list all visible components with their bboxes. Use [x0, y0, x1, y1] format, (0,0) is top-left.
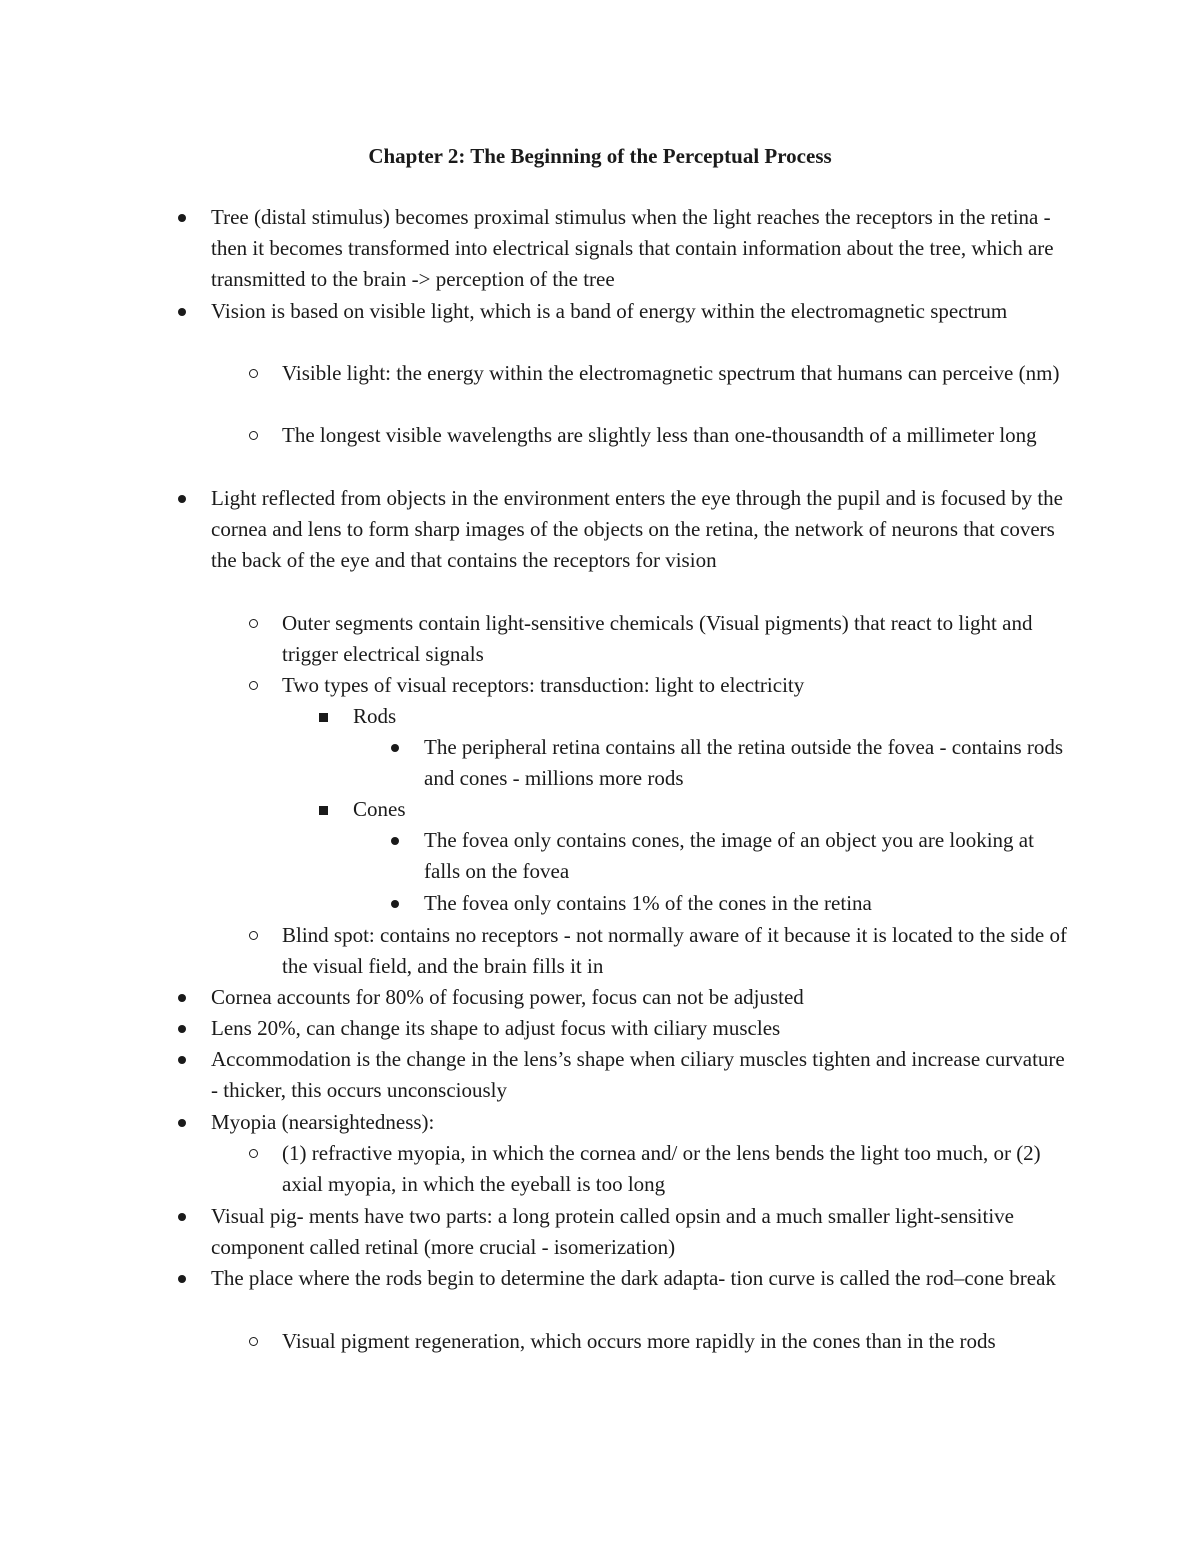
list-item: Visible light: the energy within the electromagnetic spectrum that humans can perceive (nm)	[282, 361, 1060, 385]
list-item: Two types of visual receptors: transduction: light to electricity	[282, 673, 805, 697]
list-item: Visual pig- ments have two parts: a long protein called opsin and a much smaller light-sensitive component called retinal (more crucial - isomerization)	[211, 1204, 1014, 1260]
list-item: Cones	[353, 797, 406, 821]
list-item: Accommodation is the change in the lens’s shape when ciliary muscles tighten and increase curvature - thicker, this occurs unconsciously	[211, 1047, 1065, 1103]
bullet-disc-icon	[178, 994, 186, 1002]
list-item: Light reflected from objects in the environment enters the eye through the pupil and is focused by the cornea and lens to form sharp images of the objects on the retina, the network of neurons that covers the back of the eye and that contains the receptors for vision	[211, 486, 1063, 573]
bullet-circle-icon	[249, 1149, 258, 1158]
bullet-circle-icon	[249, 931, 258, 940]
bullet-circle-icon	[249, 431, 258, 440]
bullet-circle-icon	[249, 619, 258, 628]
bullet-disc-icon	[178, 1025, 186, 1033]
list-item: Outer segments contain light-sensitive chemicals (Visual pigments) that react to light and trigger electrical signals	[282, 611, 1033, 667]
bullet-disc-icon	[178, 1275, 186, 1283]
list-item: The longest visible wavelengths are slightly less than one-thousandth of a millimeter long	[282, 423, 1037, 447]
list-item: Vision is based on visible light, which is a band of energy within the electromagnetic spectrum	[211, 299, 1008, 323]
list-item: Tree (distal stimulus) becomes proximal stimulus when the light reaches the receptors in the retina - then it becomes transformed into electrical signals that contain information about the tree, which are transmitted to the brain -> perception of the tree	[211, 205, 1054, 292]
bullet-circle-icon	[249, 1337, 258, 1346]
bullet-circle-icon	[249, 369, 258, 378]
list-item: (1) refractive myopia, in which the cornea and/ or the lens bends the light too much, or (2) axial myopia, in which the eyeball is too long	[282, 1141, 1041, 1197]
bullet-disc-icon	[178, 214, 186, 222]
list-item: The fovea only contains cones, the image of an object you are looking at falls on the fovea	[424, 828, 1034, 884]
page-title: Chapter 2: The Beginning of the Perceptual Process	[368, 144, 832, 168]
list-item: The place where the rods begin to determine the dark adapta- tion curve is called the rod–cone break	[211, 1266, 1056, 1290]
bullet-square-icon	[319, 806, 328, 815]
list-item: The fovea only contains 1% of the cones in the retina	[424, 891, 872, 915]
bullet-circle-icon	[249, 681, 258, 690]
list-item: Lens 20%, can change its shape to adjust focus with ciliary muscles	[211, 1016, 781, 1040]
bullet-disc-icon	[178, 1213, 186, 1221]
bullet-disc-icon	[178, 1119, 186, 1127]
list-item: Myopia (nearsightedness):	[211, 1110, 435, 1134]
bullet-disc-icon	[391, 744, 399, 752]
list-item: Cornea accounts for 80% of focusing power, focus can not be adjusted	[211, 985, 804, 1009]
list-item: The peripheral retina contains all the retina outside the fovea - contains rods and cones - millions more rods	[424, 735, 1064, 791]
list-item: Visual pigment regeneration, which occurs more rapidly in the cones than in the rods	[282, 1329, 996, 1353]
list-item: Rods	[353, 704, 397, 728]
bullet-disc-icon	[178, 1056, 186, 1064]
bullet-disc-icon	[178, 308, 186, 316]
bullet-disc-icon	[178, 495, 186, 503]
bullet-square-icon	[319, 713, 328, 722]
bullet-disc-icon	[391, 837, 399, 845]
list-item: Blind spot: contains no receptors - not normally aware of it because it is located to the side of the visual field, and the brain fills it in	[282, 923, 1067, 979]
bullet-disc-icon	[391, 900, 399, 908]
